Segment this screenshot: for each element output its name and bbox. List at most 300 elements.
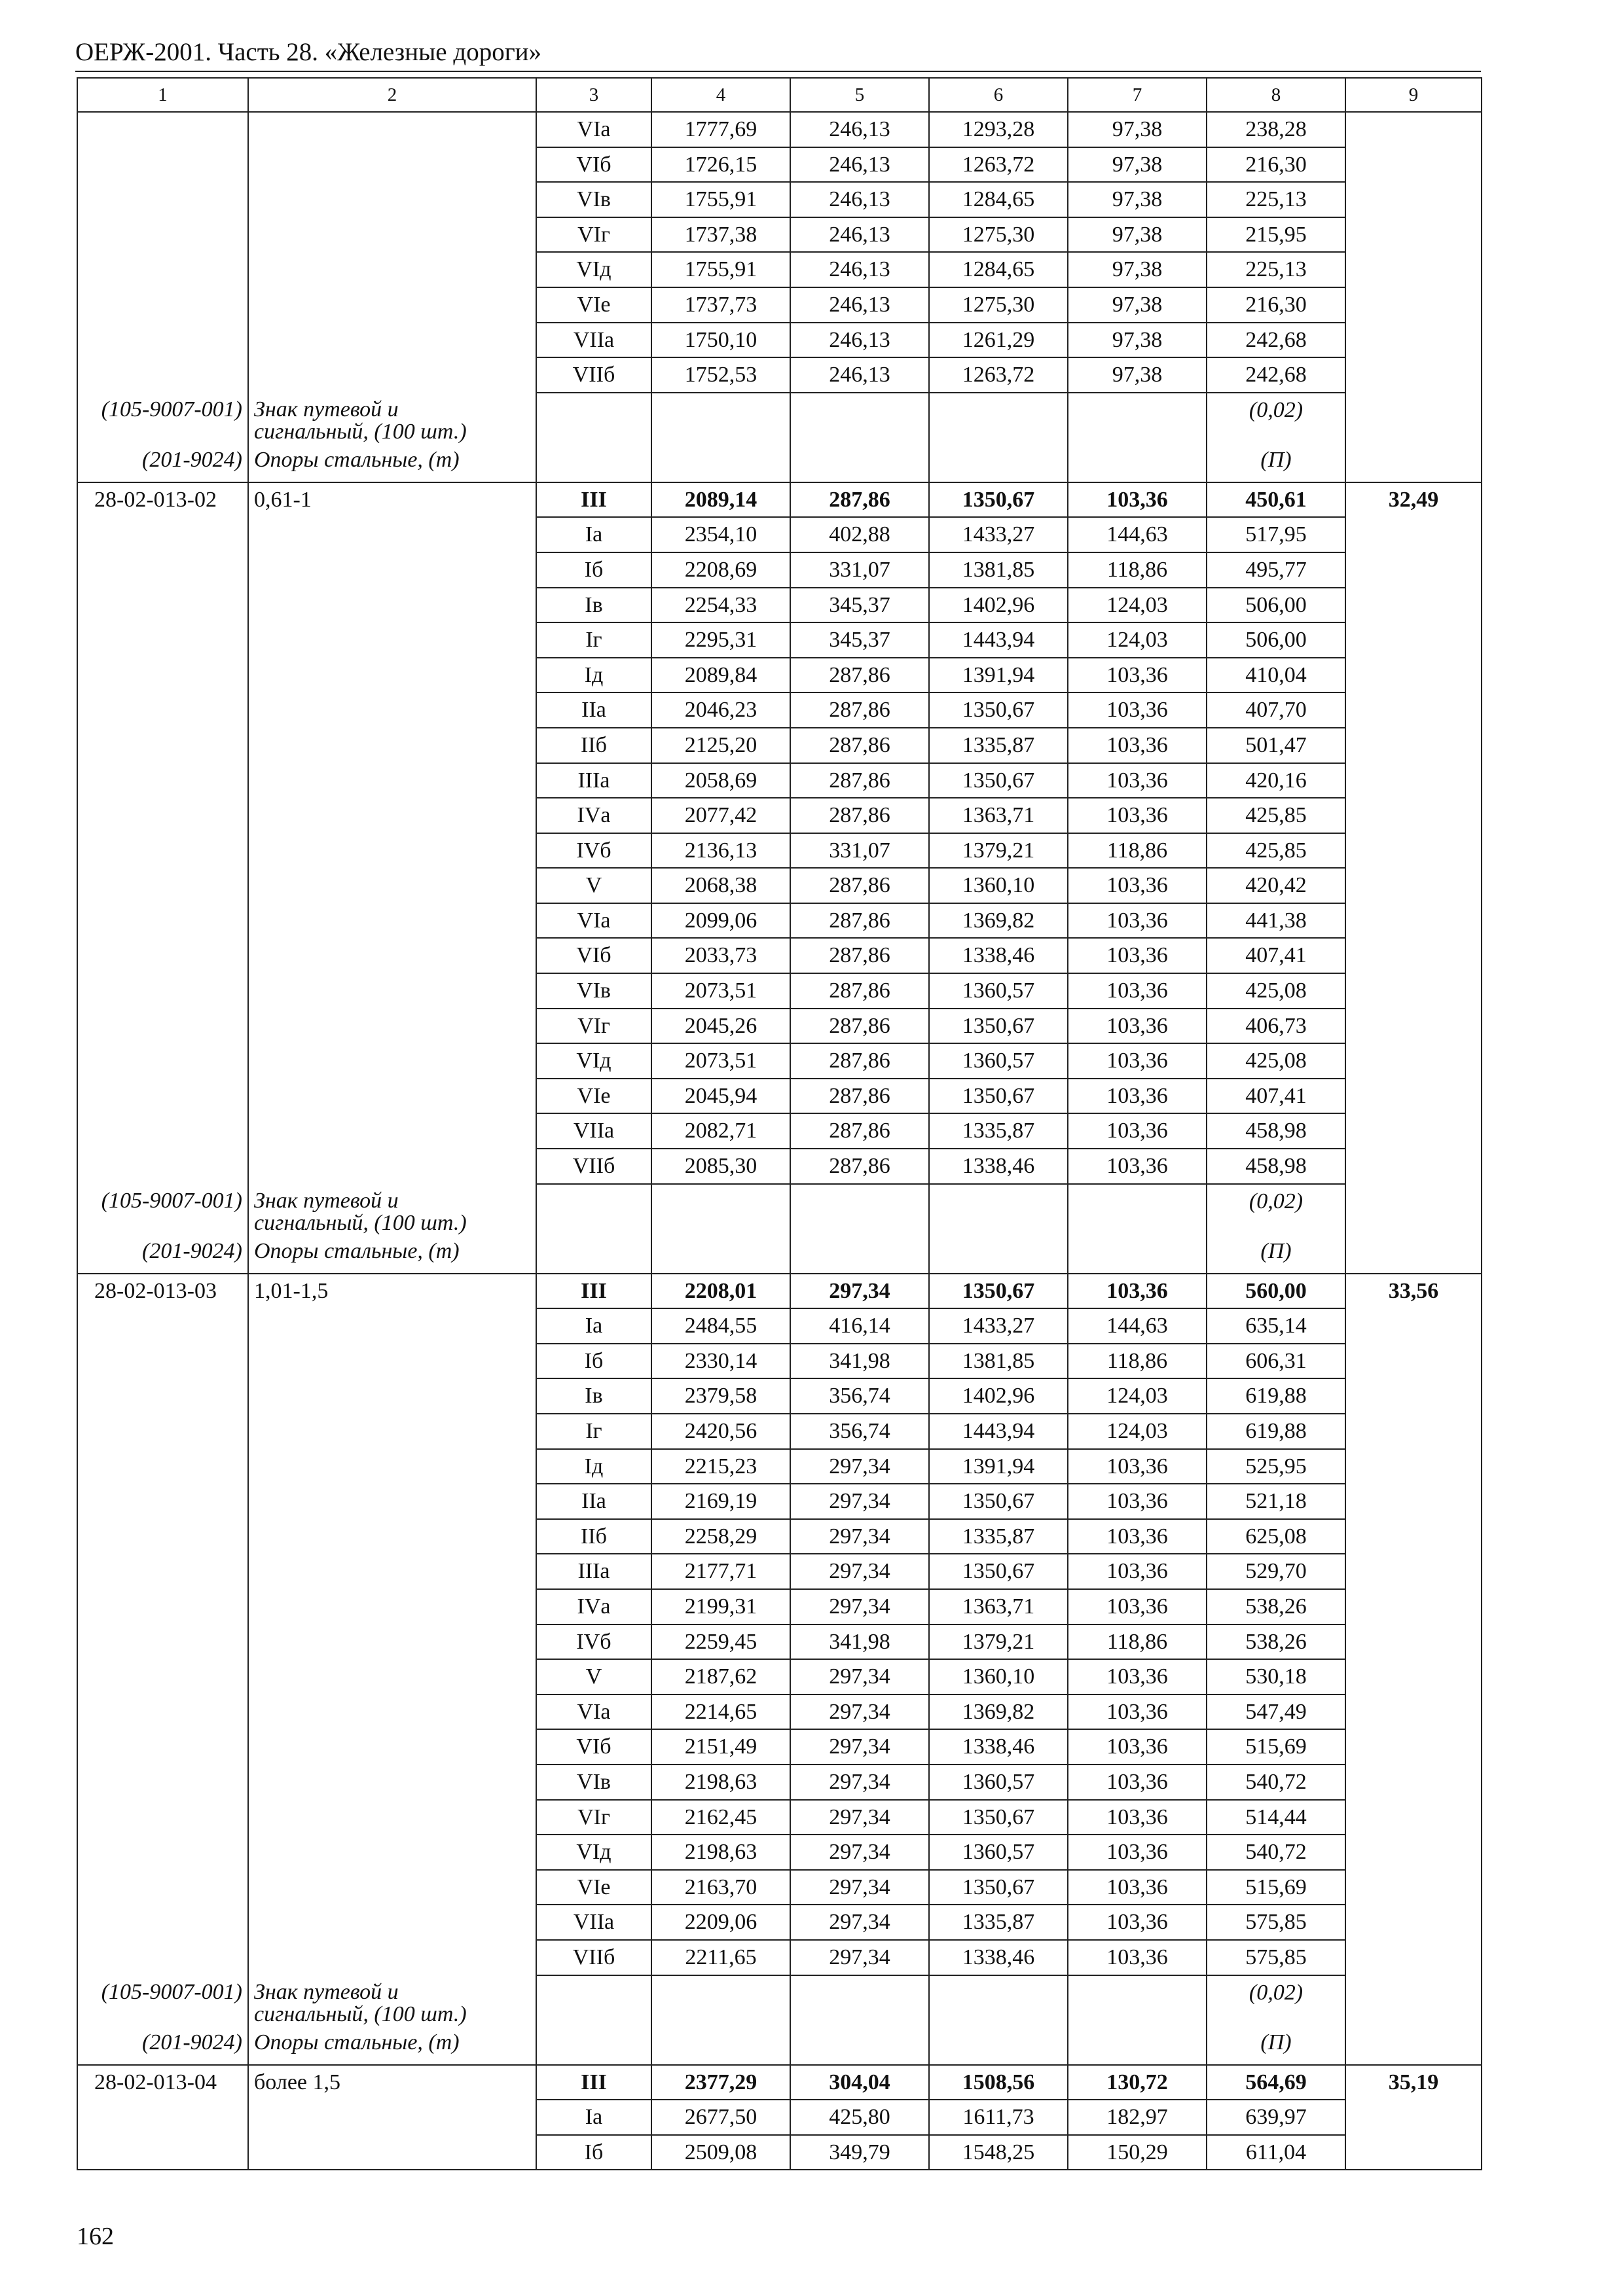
- labor-cost: [1345, 1589, 1482, 1624]
- empty-cell: [1345, 2026, 1482, 2065]
- value-cell: 297,34: [790, 1870, 929, 1905]
- rate-code: [77, 622, 248, 658]
- resource-note-row: [77, 2026, 1482, 2065]
- value-cell: 1350,67: [929, 1554, 1068, 1589]
- region-code: IIб: [536, 728, 651, 763]
- region-code: III: [536, 2065, 651, 2100]
- work-name: [248, 728, 536, 763]
- value-cell: 356,74: [790, 1378, 929, 1414]
- value-cell: 103,36: [1068, 1519, 1207, 1554]
- value-cell: 625,08: [1207, 1519, 1345, 1554]
- value-cell: 1402,96: [929, 1378, 1068, 1414]
- empty-cell: [651, 1234, 790, 1274]
- rate-code: [77, 1729, 248, 1765]
- labor-cost: [1345, 147, 1482, 183]
- value-cell: 124,03: [1068, 1378, 1207, 1414]
- table-row: [77, 147, 1482, 183]
- value-cell: 225,13: [1207, 252, 1345, 287]
- value-cell: 297,34: [790, 1729, 929, 1765]
- value-cell: 575,85: [1207, 1940, 1345, 1975]
- value-cell: 103,36: [1068, 1659, 1207, 1695]
- value-cell: 1350,67: [929, 482, 1068, 518]
- rate-code: [77, 287, 248, 323]
- empty-cell: [536, 443, 651, 482]
- value-cell: 416,14: [790, 1308, 929, 1344]
- value-cell: 1261,29: [929, 323, 1068, 358]
- rate-code: [77, 1695, 248, 1730]
- rate-code: [77, 112, 248, 147]
- value-cell: 1737,38: [651, 217, 790, 253]
- value-cell: 103,36: [1068, 658, 1207, 693]
- rate-code: [77, 1519, 248, 1554]
- rate-code: [77, 1589, 248, 1624]
- value-cell: 540,72: [1207, 1765, 1345, 1800]
- region-code: VIд: [536, 252, 651, 287]
- value-cell: 216,30: [1207, 287, 1345, 323]
- empty-cell: [651, 2026, 790, 2065]
- region-code: V: [536, 1659, 651, 1695]
- work-name: [248, 1484, 536, 1519]
- rate-code: [77, 1043, 248, 1079]
- region-code: III: [536, 482, 651, 518]
- value-cell: 287,86: [790, 903, 929, 939]
- value-cell: 2058,69: [651, 763, 790, 798]
- resource-name-line: сигнальный, (100 шт.): [254, 2001, 467, 2026]
- table-row: [77, 1624, 1482, 1660]
- region-code: VIв: [536, 973, 651, 1009]
- value-cell: 2259,45: [651, 1624, 790, 1660]
- labor-cost: [1345, 692, 1482, 728]
- empty-cell: [929, 1184, 1068, 1234]
- value-cell: 103,36: [1068, 1043, 1207, 1079]
- value-cell: 341,98: [790, 1344, 929, 1379]
- value-cell: 2099,06: [651, 903, 790, 939]
- table-row: [77, 217, 1482, 253]
- value-cell: 2677,50: [651, 2100, 790, 2135]
- table-row: [77, 1484, 1482, 1519]
- table-row: [77, 552, 1482, 588]
- value-cell: 501,47: [1207, 728, 1345, 763]
- work-name: [248, 658, 536, 693]
- labor-cost: [1345, 552, 1482, 588]
- labor-cost: [1345, 588, 1482, 623]
- resource-quantity: (П): [1207, 1234, 1345, 1274]
- value-cell: 287,86: [790, 1009, 929, 1044]
- value-cell: 246,13: [790, 252, 929, 287]
- rate-code: 28-02-013-04: [77, 2065, 248, 2100]
- region-code: VIб: [536, 147, 651, 183]
- resource-code: (105-9007-001): [77, 1184, 248, 1234]
- region-code: IVа: [536, 1589, 651, 1624]
- work-name: [248, 1554, 536, 1589]
- value-cell: 2208,01: [651, 1274, 790, 1309]
- work-name: [248, 1113, 536, 1149]
- value-cell: 97,38: [1068, 323, 1207, 358]
- column-number: 4: [651, 78, 790, 112]
- labor-cost: [1345, 1519, 1482, 1554]
- resource-code: (105-9007-001): [77, 1975, 248, 2026]
- labor-cost: [1345, 763, 1482, 798]
- rates-table: [77, 77, 1482, 2170]
- region-code: VIIа: [536, 1905, 651, 1940]
- work-name: [248, 217, 536, 253]
- labor-cost: [1345, 658, 1482, 693]
- value-cell: 517,95: [1207, 517, 1345, 552]
- value-cell: 1750,10: [651, 323, 790, 358]
- table-row: [77, 1519, 1482, 1554]
- value-cell: 425,80: [790, 2100, 929, 2135]
- value-cell: 402,88: [790, 517, 929, 552]
- value-cell: 215,95: [1207, 217, 1345, 253]
- value-cell: 242,68: [1207, 323, 1345, 358]
- value-cell: 420,16: [1207, 763, 1345, 798]
- value-cell: 287,86: [790, 973, 929, 1009]
- resource-quantity: (0,02): [1207, 1184, 1345, 1234]
- rate-code: [77, 588, 248, 623]
- empty-cell: [536, 1975, 651, 2026]
- empty-cell: [536, 1234, 651, 1274]
- region-code: Iд: [536, 658, 651, 693]
- work-name: [248, 1079, 536, 1114]
- value-cell: 124,03: [1068, 588, 1207, 623]
- rate-code: [77, 1414, 248, 1449]
- table-row: [77, 252, 1482, 287]
- resource-name: [248, 1975, 536, 2026]
- labor-cost: [1345, 1043, 1482, 1079]
- value-cell: 1293,28: [929, 112, 1068, 147]
- value-cell: 1335,87: [929, 1519, 1068, 1554]
- work-name: [248, 2100, 536, 2135]
- value-cell: 2198,63: [651, 1765, 790, 1800]
- work-name: [248, 1308, 536, 1344]
- value-cell: 1391,94: [929, 1449, 1068, 1484]
- value-cell: 103,36: [1068, 1695, 1207, 1730]
- work-name: [248, 1905, 536, 1940]
- table-row: [77, 1765, 1482, 1800]
- value-cell: 2509,08: [651, 2135, 790, 2170]
- work-name: [248, 1414, 536, 1449]
- table-row: [77, 1344, 1482, 1379]
- value-cell: 297,34: [790, 1659, 929, 1695]
- value-cell: 2215,23: [651, 1449, 790, 1484]
- table-row: [77, 1274, 1482, 1309]
- labor-cost: [1345, 1659, 1482, 1695]
- table-row: [77, 1729, 1482, 1765]
- rate-code: [77, 1113, 248, 1149]
- value-cell: 2214,65: [651, 1695, 790, 1730]
- empty-cell: [1068, 1975, 1207, 2026]
- value-cell: 521,18: [1207, 1484, 1345, 1519]
- rate-code: [77, 1449, 248, 1484]
- empty-cell: [1345, 1234, 1482, 1274]
- value-cell: 287,86: [790, 868, 929, 903]
- column-number: 2: [248, 78, 536, 112]
- value-cell: 1275,30: [929, 287, 1068, 323]
- labor-cost: [1345, 1800, 1482, 1835]
- resource-code: (201-9024): [77, 1234, 248, 1274]
- value-cell: 287,86: [790, 798, 929, 833]
- resource-note-row: [77, 1975, 1482, 2026]
- table-row: [77, 973, 1482, 1009]
- labor-cost: [1345, 182, 1482, 217]
- rate-code: [77, 658, 248, 693]
- rate-code: [77, 903, 248, 939]
- table-row: [77, 1043, 1482, 1079]
- value-cell: 103,36: [1068, 1905, 1207, 1940]
- work-name: [248, 1149, 536, 1184]
- work-name: 1,01-1,5: [248, 1274, 536, 1309]
- labor-cost: [1345, 2100, 1482, 2135]
- value-cell: 406,73: [1207, 1009, 1345, 1044]
- labor-cost: [1345, 938, 1482, 973]
- value-cell: 450,61: [1207, 482, 1345, 518]
- value-cell: 407,70: [1207, 692, 1345, 728]
- table-row: [77, 1308, 1482, 1344]
- value-cell: 118,86: [1068, 833, 1207, 869]
- rate-code: [77, 1870, 248, 1905]
- rate-code: [77, 1835, 248, 1870]
- value-cell: 246,13: [790, 287, 929, 323]
- value-cell: 297,34: [790, 1765, 929, 1800]
- empty-cell: [536, 1184, 651, 1234]
- region-code: VIд: [536, 1043, 651, 1079]
- table-row: [77, 1940, 1482, 1975]
- resource-name: [248, 2026, 536, 2065]
- labor-cost: [1345, 1484, 1482, 1519]
- value-cell: 103,36: [1068, 1149, 1207, 1184]
- value-cell: 1284,65: [929, 252, 1068, 287]
- work-name: [248, 552, 536, 588]
- labor-cost: 33,56: [1345, 1274, 1482, 1309]
- value-cell: 287,86: [790, 1079, 929, 1114]
- value-cell: 297,34: [790, 1449, 929, 1484]
- work-name: [248, 1729, 536, 1765]
- rate-code: [77, 973, 248, 1009]
- labor-cost: [1345, 622, 1482, 658]
- resource-quantity: (0,02): [1207, 1975, 1345, 2026]
- labor-cost: [1345, 112, 1482, 147]
- value-cell: 506,00: [1207, 622, 1345, 658]
- table-row: [77, 1659, 1482, 1695]
- labor-cost: [1345, 357, 1482, 393]
- empty-cell: [1068, 393, 1207, 443]
- value-cell: 425,08: [1207, 973, 1345, 1009]
- empty-cell: [536, 393, 651, 443]
- value-cell: 103,36: [1068, 1554, 1207, 1589]
- region-code: Iд: [536, 1449, 651, 1484]
- value-cell: 124,03: [1068, 1414, 1207, 1449]
- value-cell: 2068,38: [651, 868, 790, 903]
- labor-cost: [1345, 1378, 1482, 1414]
- empty-cell: [790, 2026, 929, 2065]
- value-cell: 225,13: [1207, 182, 1345, 217]
- value-cell: 458,98: [1207, 1113, 1345, 1149]
- value-cell: 287,86: [790, 763, 929, 798]
- value-cell: 97,38: [1068, 357, 1207, 393]
- value-cell: 103,36: [1068, 1274, 1207, 1309]
- value-cell: 1335,87: [929, 1905, 1068, 1940]
- resource-name-line: сигнальный, (100 шт.): [254, 419, 467, 444]
- empty-cell: [651, 393, 790, 443]
- rate-code: [77, 1624, 248, 1660]
- value-cell: 297,34: [790, 1940, 929, 1975]
- region-code: VIв: [536, 1765, 651, 1800]
- value-cell: 2033,73: [651, 938, 790, 973]
- table-row: [77, 517, 1482, 552]
- rate-code: [77, 323, 248, 358]
- work-name: [248, 938, 536, 973]
- labor-cost: [1345, 903, 1482, 939]
- value-cell: 216,30: [1207, 147, 1345, 183]
- region-code: VIг: [536, 1800, 651, 1835]
- resource-code: (201-9024): [77, 2026, 248, 2065]
- rate-code: [77, 552, 248, 588]
- labor-cost: [1345, 217, 1482, 253]
- empty-cell: [790, 443, 929, 482]
- region-code: Iб: [536, 2135, 651, 2170]
- value-cell: 1369,82: [929, 1695, 1068, 1730]
- work-name: [248, 1870, 536, 1905]
- rate-code: [77, 1659, 248, 1695]
- value-cell: 1350,67: [929, 763, 1068, 798]
- table-row: [77, 1149, 1482, 1184]
- empty-cell: [651, 1975, 790, 2026]
- resource-code: (201-9024): [77, 443, 248, 482]
- value-cell: 514,44: [1207, 1800, 1345, 1835]
- region-code: Iа: [536, 2100, 651, 2135]
- value-cell: 103,36: [1068, 868, 1207, 903]
- value-cell: 425,85: [1207, 833, 1345, 869]
- table-row: [77, 692, 1482, 728]
- resource-name-line: Опоры стальные, (т): [254, 1238, 460, 1263]
- labor-cost: [1345, 1624, 1482, 1660]
- column-number: 3: [536, 78, 651, 112]
- value-cell: 297,34: [790, 1905, 929, 1940]
- resource-name-line: Опоры стальные, (т): [254, 2030, 460, 2054]
- labor-cost: [1345, 1835, 1482, 1870]
- labor-cost: [1345, 1765, 1482, 1800]
- region-code: Iа: [536, 1308, 651, 1344]
- value-cell: 103,36: [1068, 1800, 1207, 1835]
- value-cell: 529,70: [1207, 1554, 1345, 1589]
- value-cell: 103,36: [1068, 1835, 1207, 1870]
- value-cell: 297,34: [790, 1589, 929, 1624]
- value-cell: 144,63: [1068, 1308, 1207, 1344]
- value-cell: 1284,65: [929, 182, 1068, 217]
- value-cell: 1737,73: [651, 287, 790, 323]
- region-code: IVб: [536, 1624, 651, 1660]
- work-name: [248, 287, 536, 323]
- value-cell: 1350,67: [929, 1009, 1068, 1044]
- table-row: [77, 1835, 1482, 1870]
- labor-cost: [1345, 833, 1482, 869]
- value-cell: 345,37: [790, 588, 929, 623]
- work-name: [248, 112, 536, 147]
- value-cell: 246,13: [790, 217, 929, 253]
- rate-code: [77, 1149, 248, 1184]
- labor-cost: [1345, 868, 1482, 903]
- value-cell: 606,31: [1207, 1344, 1345, 1379]
- rate-code: 28-02-013-02: [77, 482, 248, 518]
- value-cell: 2330,14: [651, 1344, 790, 1379]
- labor-cost: 35,19: [1345, 2065, 1482, 2100]
- value-cell: 97,38: [1068, 252, 1207, 287]
- table-row: [77, 1695, 1482, 1730]
- column-number: 6: [929, 78, 1068, 112]
- resource-name-line: Опоры стальные, (т): [254, 447, 460, 472]
- value-cell: 425,08: [1207, 1043, 1345, 1079]
- value-cell: 619,88: [1207, 1378, 1345, 1414]
- table-row: [77, 728, 1482, 763]
- value-cell: 1443,94: [929, 1414, 1068, 1449]
- value-cell: 103,36: [1068, 1589, 1207, 1624]
- empty-cell: [790, 1975, 929, 2026]
- value-cell: 103,36: [1068, 938, 1207, 973]
- value-cell: 530,18: [1207, 1659, 1345, 1695]
- region-code: VIб: [536, 1729, 651, 1765]
- work-name: [248, 1589, 536, 1624]
- value-cell: 2077,42: [651, 798, 790, 833]
- value-cell: 1611,73: [929, 2100, 1068, 2135]
- value-cell: 1338,46: [929, 1729, 1068, 1765]
- value-cell: 639,97: [1207, 2100, 1345, 2135]
- table-row: [77, 868, 1482, 903]
- table-row: [77, 357, 1482, 393]
- value-cell: 635,14: [1207, 1308, 1345, 1344]
- table-row: [77, 833, 1482, 869]
- empty-cell: [1345, 1184, 1482, 1234]
- labor-cost: [1345, 1554, 1482, 1589]
- rate-code: [77, 252, 248, 287]
- value-cell: 297,34: [790, 1519, 929, 1554]
- labor-cost: [1345, 2135, 1482, 2170]
- value-cell: 2379,58: [651, 1378, 790, 1414]
- value-cell: 2085,30: [651, 1149, 790, 1184]
- value-cell: 124,03: [1068, 622, 1207, 658]
- value-cell: 540,72: [1207, 1835, 1345, 1870]
- rate-code: [77, 1378, 248, 1414]
- rate-code: [77, 1905, 248, 1940]
- table-row: [77, 1009, 1482, 1044]
- value-cell: 356,74: [790, 1414, 929, 1449]
- region-code: Iв: [536, 588, 651, 623]
- value-cell: 246,13: [790, 182, 929, 217]
- region-code: VIа: [536, 112, 651, 147]
- value-cell: 1360,10: [929, 1659, 1068, 1695]
- labor-cost: [1345, 973, 1482, 1009]
- labor-cost: [1345, 323, 1482, 358]
- value-cell: 103,36: [1068, 1765, 1207, 1800]
- value-cell: 2209,06: [651, 1905, 790, 1940]
- labor-cost: [1345, 1905, 1482, 1940]
- rate-code: [77, 357, 248, 393]
- region-code: VIг: [536, 217, 651, 253]
- region-code: IIа: [536, 1484, 651, 1519]
- table-row: [77, 622, 1482, 658]
- labor-cost: [1345, 1940, 1482, 1975]
- value-cell: 1508,56: [929, 2065, 1068, 2100]
- value-cell: 538,26: [1207, 1589, 1345, 1624]
- value-cell: 287,86: [790, 1043, 929, 1079]
- rate-code: [77, 868, 248, 903]
- value-cell: 297,34: [790, 1274, 929, 1309]
- value-cell: 103,36: [1068, 763, 1207, 798]
- value-cell: 2198,63: [651, 1835, 790, 1870]
- empty-cell: [1345, 393, 1482, 443]
- value-cell: 1350,67: [929, 692, 1068, 728]
- rate-code: [77, 692, 248, 728]
- value-cell: 1433,27: [929, 1308, 1068, 1344]
